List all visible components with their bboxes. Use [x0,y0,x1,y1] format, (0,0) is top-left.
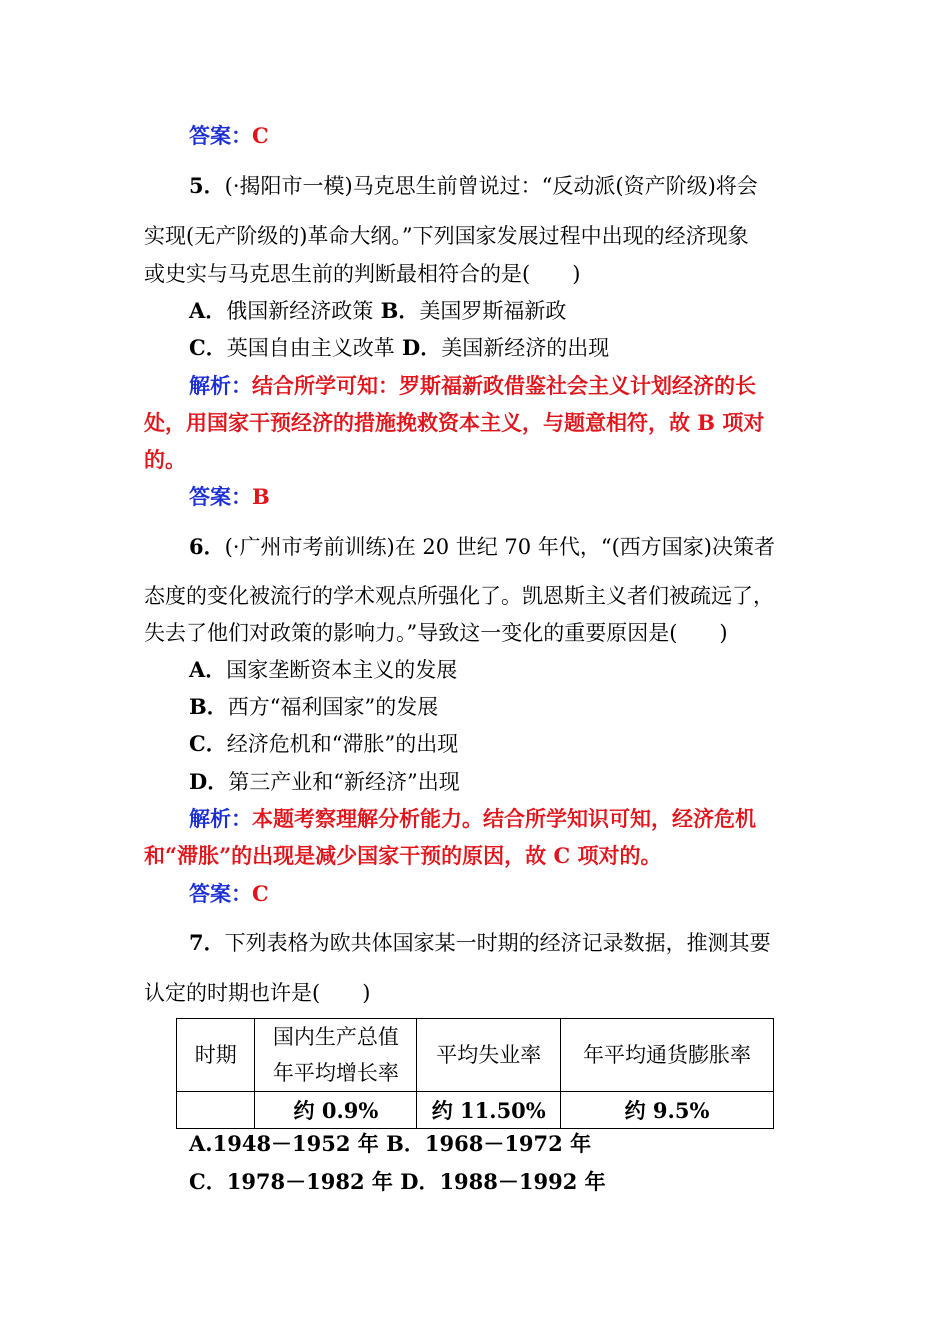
question-7-options-cd: C．1978－1982 年 D．1988－1992 年 [189,1169,606,1194]
question-6-stem-line-3: 失去了他们对政策的影响力。”导致这一变化的重要原因是( ) [144,621,728,645]
analysis-line-2: 和“滞胀”的出现是减少国家干预的原因，故 C 项对的。 [144,843,662,868]
table-cell [177,1092,255,1129]
question-6-stem-line-1: 6．(·广州市考前训练)在 20 世纪 70 年代，“(西方国家)决策者 [189,534,775,559]
question-5-stem-line-1: 5．(·揭阳市一模)马克思生前曾说过：“反动派(资产阶级)将会 [189,173,758,198]
question-6-stem-line-2: 态度的变化被流行的学术观点所强化了。凯恩斯主义者们被疏远了， [144,584,774,608]
answer-line [189,122,269,150]
question-6-option-a: A．国家垄断资本主义的发展 [189,657,458,682]
answer-label: 答案： [189,881,252,906]
table-cell: 约 11.50% [417,1092,561,1129]
analysis-label: 解析： [189,806,252,831]
answer-value: C [252,881,269,906]
answer-line [189,880,269,908]
question-7-stem-line-2: 认定的时期也许是( ) [144,981,371,1005]
analysis-line-1: 解析：结合所学可知：罗斯福新政借鉴社会主义计划经济的长 [189,373,756,398]
answer-label: 答案： [189,484,252,509]
answer-value: C [252,123,269,148]
analysis-label: 解析： [189,373,252,398]
analysis-line-1: 解析：本题考察理解分析能力。结合所学知识可知，经济危机 [189,806,756,831]
question-5-options-cd: C．英国自由主义改革 D．美国新经济的出现 [189,335,610,360]
table-header-cell: 年平均通货膨胀率 [561,1019,774,1092]
table-cell: 约 9.5% [561,1092,774,1129]
table-cell: 约 0.9% [255,1092,417,1129]
answer-line [189,483,270,511]
question-6-option-b: B．西方“福利国家”的发展 [189,694,439,719]
table-header-row [177,1019,774,1092]
question-7-options-ab: A.1948－1952 年 B．1968－1972 年 [189,1131,592,1156]
question-5-options-ab: A．俄国新经济政策 B．美国罗斯福新政 [189,298,567,323]
economic-data-table [176,1018,774,1129]
question-7-stem-line-1: 7．下列表格为欧共体国家某一时期的经济记录数据，推测其要 [189,930,771,955]
table-header-cell: 时期 [177,1019,255,1092]
table-row [177,1092,774,1129]
analysis-line-3: 的。 [144,447,186,472]
table-header-cell: 平均失业率 [417,1019,561,1092]
question-5-stem-line-3: 或史实与马克思生前的判断最相符合的是( ) [144,262,581,286]
table-header-cell: 国内生产总值 年平均增长率 [255,1019,417,1092]
question-6-option-c: C．经济危机和“滞胀”的出现 [189,731,459,756]
question-6-option-d: D．第三产业和“新经济”出现 [189,769,460,794]
question-5-stem-line-2: 实现(无产阶级的)革命大纲。”下列国家发展过程中出现的经济现象 [144,224,749,248]
answer-value: B [252,484,270,509]
analysis-line-2: 处，用国家干预经济的措施挽救资本主义，与题意相符，故 B 项对 [144,410,765,435]
answer-label: 答案： [189,123,252,148]
